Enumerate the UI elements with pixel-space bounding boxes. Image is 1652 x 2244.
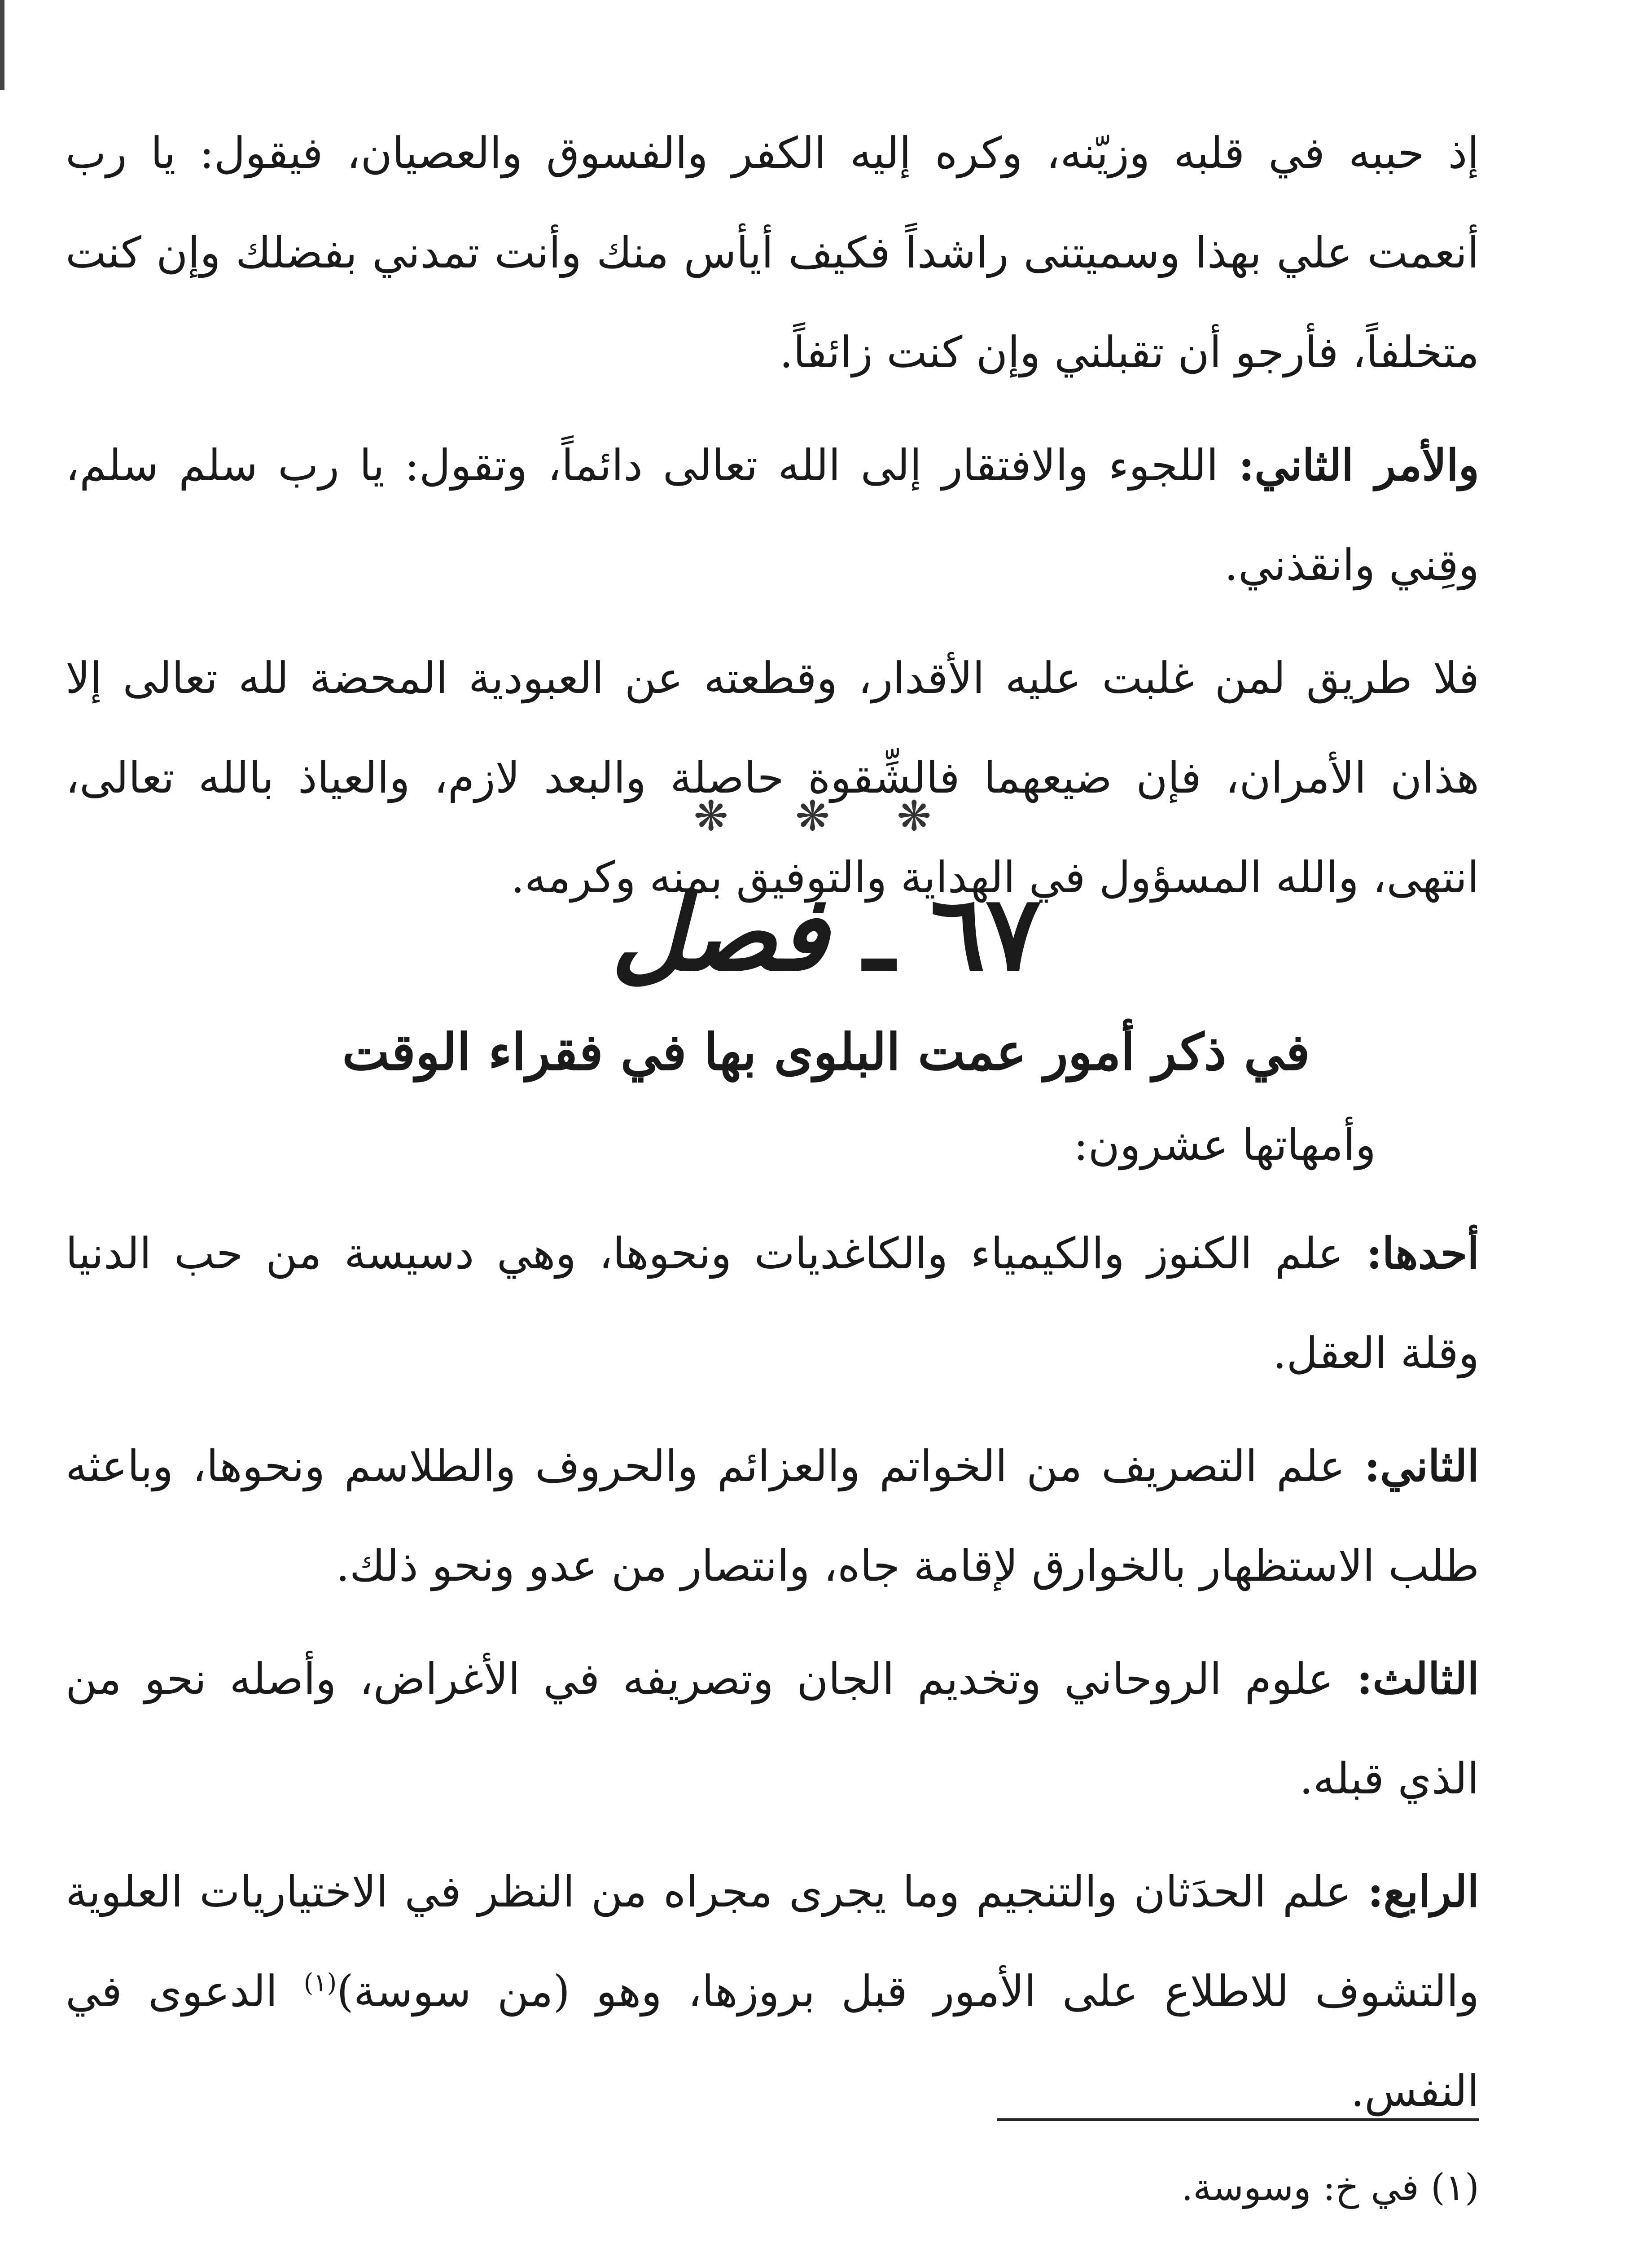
- footnote-ref: (١): [303, 1968, 337, 1998]
- paragraph-text: علم الكنوز والكيمياء والكاغديات ونحوها، وهي دسيسة من حب الدنيا وقلة العقل.: [66, 1228, 1479, 1378]
- paragraph-lead: الثالث:: [1356, 1653, 1480, 1704]
- body-text-block: [66, 1095, 1479, 2141]
- paragraph-lead: والأمر الثاني:: [1238, 440, 1479, 491]
- paragraph-text: فلا طريق لمن غلبت عليه الأقدار، وقطعته عن العبودية المحضة لله تعالى إلا هذان الأمران، فإن ضيعهما فالشِّقوة حاصلة والبعد لازم، والعياذ بالله تعالى، انتهى، والله المسؤول في الهداية والتوفيق بمنه وكرمه.: [66, 653, 1479, 903]
- paragraph-text: علوم الروحاني وتخديم الجان وتصريفه في الأغراض، وأصله نحو من الذي قبله.: [66, 1654, 1479, 1804]
- footnote: [66, 2154, 1479, 2222]
- footnote-separator: [997, 2118, 1479, 2121]
- paragraph: [66, 103, 1479, 402]
- footnote-marker: (١): [1430, 2166, 1479, 2209]
- paragraph: [66, 1204, 1479, 1403]
- paragraph-lead: الثاني:: [1364, 1441, 1479, 1491]
- chapter-dash: ـ: [864, 873, 894, 994]
- chapter-heading: [0, 866, 1652, 1001]
- paragraph-lead: أحدها:: [1366, 1228, 1480, 1279]
- paragraph: [66, 1095, 1479, 1195]
- paragraph-text: وأمهاتها عشرون:: [1074, 1120, 1376, 1170]
- paragraph: [66, 1842, 1479, 2141]
- paragraph-text: إذ حببه في قلبه وزيّنه، وكره إليه الكفر والفسوق والعصيان، فيقول: يا رب أنعمت علي بهذا وسميتنى راشداً فكيف أيأس منك وأنت تمدني بفضلك وإن كنت متخلفاً، فأرجو أن تقبلني وإن كنت زائفاً.: [66, 128, 1479, 377]
- paragraph-tail: الدعوى في النفس.: [66, 1966, 1479, 2116]
- paragraph-text: علم الحدَثان والتنجيم وما يجرى مجراه من النظر في الاختياريات العلوية والتشوف للاطلاع على الأمور قبل بروزها، وهو (من سوسة): [66, 1867, 1480, 2016]
- footnote-text: في خ: وسوسة.: [1181, 2166, 1419, 2209]
- paragraph-text: اللجوء والافتقار إلى الله تعالى دائماً، وتقول: يا رب سلم سلم، وقِني وانقذني.: [66, 440, 1479, 590]
- scan-edge-mark: [0, 0, 4, 90]
- chapter-number: ٦٧: [930, 873, 1041, 994]
- paragraph: [66, 1629, 1479, 1828]
- paragraph-lead: الرابع:: [1367, 1866, 1480, 1917]
- paragraph: [66, 1416, 1479, 1616]
- paragraph: [66, 416, 1479, 615]
- chapter-word: فصل: [611, 873, 828, 994]
- section-ornament: ❋ ❋ ❋: [693, 792, 959, 840]
- chapter-subtitle: في ذكر أمور عمت البلوى بها في فقراء الوقت: [342, 1023, 1310, 1082]
- paragraph-text: علم التصريف من الخواتم والعزائم والحروف والطلاسم ونحوها، وباعثه طلب الاستظهار بالخوارق لإقامة جاه، وانتصار من عدو ونحو ذلك.: [66, 1441, 1479, 1591]
